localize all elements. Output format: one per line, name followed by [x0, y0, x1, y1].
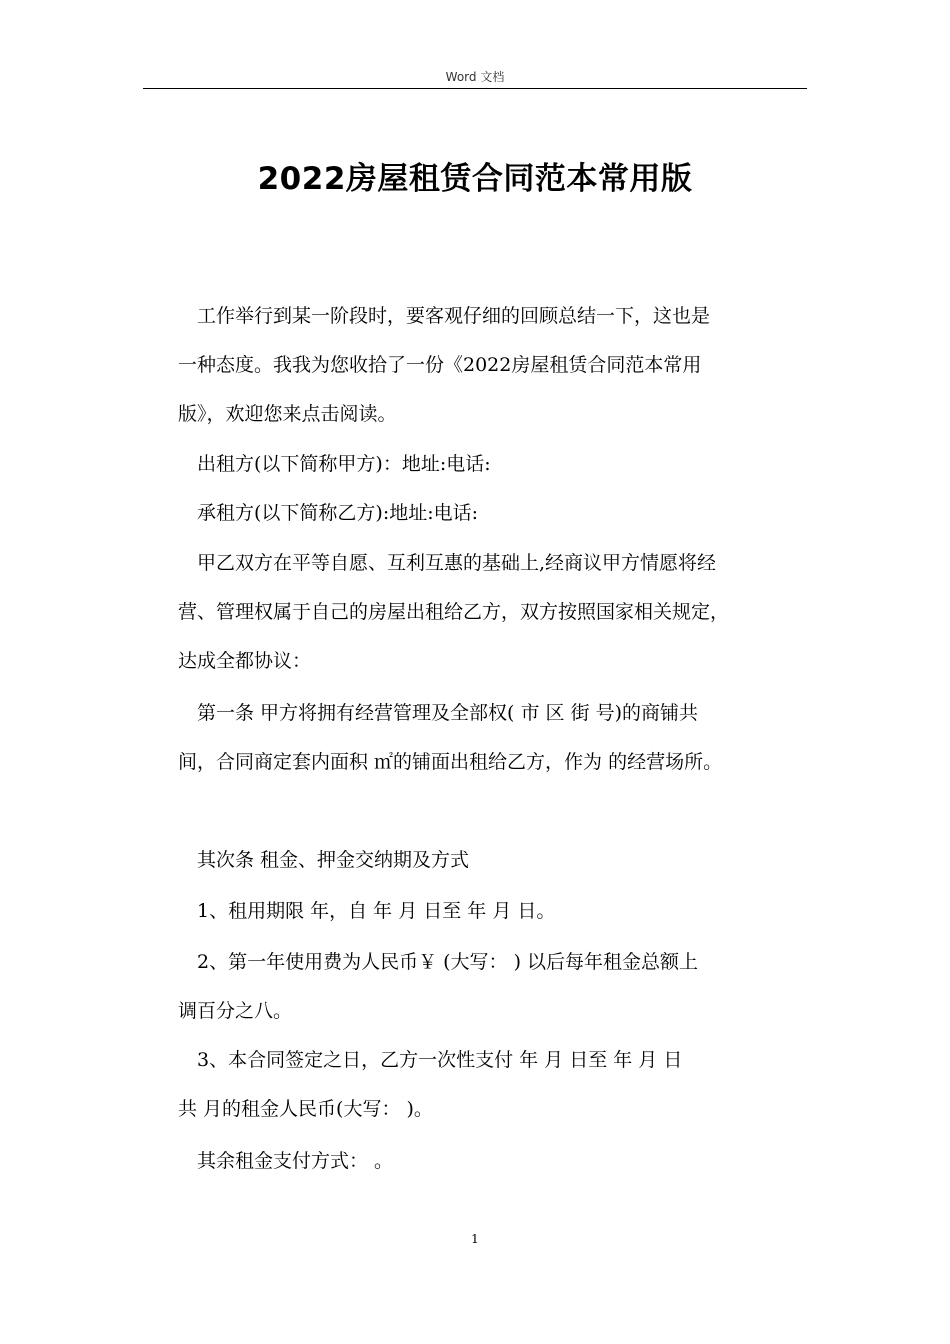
agreement-line-3: 达成全都协议：: [178, 650, 312, 672]
intro-line-2: 一种态度。我我为您收拾了一份《2022房屋租赁合同范本常用: [178, 354, 702, 376]
agreement-line-2: 营、管理权属于自己的房屋出租给乙方，双方按照国家相关规定，: [178, 601, 730, 623]
page-header-label: Word 文档: [445, 70, 505, 84]
page-number: 1: [471, 1232, 479, 1246]
fee-item-line-1: 2、第一年使用费为人民币￥ (大写： ) 以后每年租金总额上: [178, 951, 699, 973]
article1-line-2: 间，合同商定套内面积 ㎡的铺面出租给乙方，作为 的经营场所。: [178, 751, 723, 773]
header-divider: [143, 88, 807, 89]
lessor-line: 出租方(以下简称甲方)：地址:电话:: [178, 453, 491, 475]
document-title: 2022房屋租赁合同范本常用版: [257, 161, 693, 197]
lessee-line: 承租方(以下简称乙方):地址:电话:: [178, 502, 479, 524]
payment-item-line-1: 3、本合同签定之日，乙方一次性支付 年 月 日至 年 月 日: [178, 1049, 683, 1071]
payment-item-line-2: 共 月的租金人民币(大写： )。: [178, 1098, 433, 1120]
other-payment-line: 其余租金支付方式： 。: [178, 1150, 394, 1172]
article1-line-1: 第一条 甲方将拥有经营管理及全部权( 市 区 街 号)的商铺共: [178, 702, 699, 724]
article2-title: 其次条 租金、押金交纳期及方式: [178, 849, 470, 871]
rent-term-item: 1、租用期限 年，自 年 月 日至 年 月 日。: [178, 900, 556, 922]
fee-item-line-2: 调百分之八。: [178, 1000, 293, 1022]
intro-line-1: 工作举行到某一阶段时，要客观仔细的回顾总结一下，这也是: [178, 305, 711, 327]
agreement-line-1: 甲乙双方在平等自愿、互利互惠的基础上,经商议甲方情愿将经: [178, 552, 717, 574]
intro-line-3: 版》，欢迎您来点击阅读。: [178, 403, 397, 425]
